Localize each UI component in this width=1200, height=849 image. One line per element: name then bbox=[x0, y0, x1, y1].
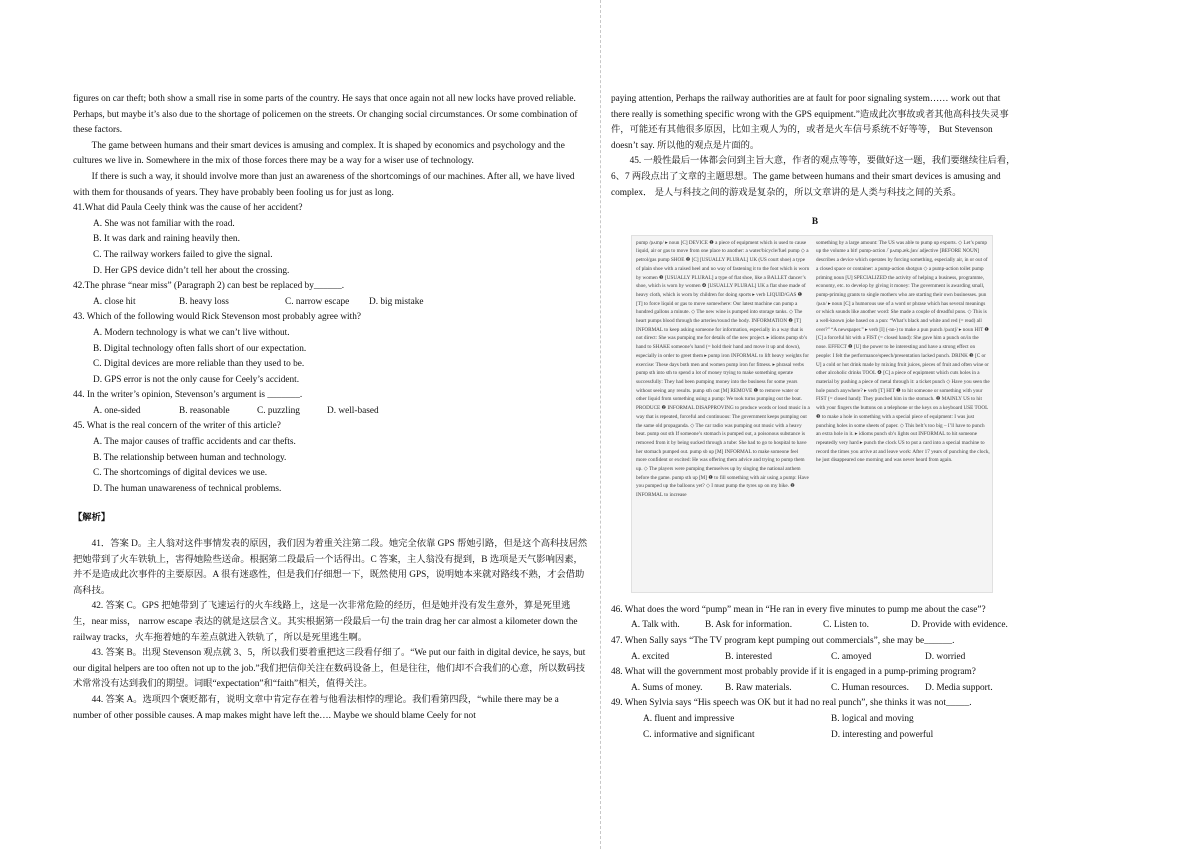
question-stem: 45. What is the real concern of the writer of this article? bbox=[73, 421, 281, 432]
option-d: D. Provide with evidence. bbox=[911, 620, 1008, 631]
option-b: B. Digital technology often falls short of our expectation. bbox=[93, 343, 307, 354]
options-row bbox=[73, 295, 588, 311]
option-b: B. logical and moving bbox=[831, 713, 914, 724]
option-a: A. Modern technology is what we can’t live without. bbox=[93, 327, 290, 338]
dictionary-column-right: something by a large amount: The US was able to pump up exports. ◇ Let’s pump up the volume a bit! pump-action /ˈpʌmp.æk.ʃən/ adjective [BEFORE NOUN] describes a device which operates by forcing something, especially air, in or out of a closed space or container: a pump-action shotgun ◇ a pump-action toilet pump priming noun [U] SPECIALIZED the activity of helping a business, programme, economy, etc. to develop by giving it money: The government is awarding small, pump-priming grants to single mothers who are starting their own businesses. pun /pʌn/ ▸ noun [C] a humorous use of a word or phrase which has several meanings or which sounds like another word: She made a couple of dreadful puns. ◇ This is a well-known joke based on a pun: “What’s black and white and red (= read) all over?” “A newspaper.” ▸ verb [I] (-nn-) to make a pun punch /pʌntʃ/ ▸ noun HIT ❶ [C] a forceful hit with a FIST (= closed hand): She gave him a punch on/in the nose. EFFECT ❷ [U] the power to be interesting and have a strong effect on people: I felt the performance/speech/presentation lacked punch. DRINK ❸ [C or U] a cold or hot drink made by mixing fruit juices, pieces of fruit and often wine or other alcoholic drinks TOOL ❹ [C] a piece of equipment which cuts holes in a material by pushing a piece of metal through it: a ticket punch ◇ Have you seen the hole punch anywhere? ▸ verb [T] HIT ❶ to hit someone or something with your FIST (= closed hand): They punched him in the stomach. ❷ MAINLY US to hit with your fingers the buttons on a telephone or the keys on a keyboard USE TOOL ❸ to make a hole in something with a special piece of equipment: I was just punching holes in some sheets of paper. ◇ This belt’s too big – I’ll have to punch an extra hole in it. ▸ idioms punch sb’s lights out INFORMAL to hit someone repeatedly very hard ▸ punch the clock US to put a card into a special machine to record the times you arrive at and leave work: After 17 years of punching the clock, he just disappeared one morning and was never heard from again. bbox=[816, 239, 990, 464]
question-stem: 46. What does the word “pump” mean in “He ran in every five minutes to pump me about the case”? bbox=[611, 604, 986, 615]
question-44 bbox=[73, 388, 588, 419]
passage-paragraph: If there is such a way, it should involve more than just an awareness of the shortcomings of our machines. After all, we have lived with them for thousands of years. They have probably been fooling us for just as long. bbox=[73, 171, 575, 198]
passage-paragraph: figures on car theft; both show a small rise in some parts of the country. He says that once again not all new locks have proved reliable. Perhaps, but maybe it’s also due to the shortage of policemen on the streets. Or changing social circumstances. Or some combination of these factors. bbox=[73, 94, 578, 136]
option-a: A. excited bbox=[631, 651, 670, 662]
question-stem: 42.The phrase “near miss” (Paragraph 2) can best be replaced by______. bbox=[73, 281, 345, 292]
option-b: B. interested bbox=[725, 651, 772, 662]
left-column bbox=[73, 92, 588, 724]
question-47 bbox=[611, 634, 1019, 665]
question-stem: 43. Which of the following would Rick Stevenson most probably agree with? bbox=[73, 312, 361, 323]
question-41 bbox=[73, 201, 588, 279]
question-46 bbox=[611, 603, 1019, 634]
question-stem: 48. What will the government most probably provide if it is engaged in a pump-priming program? bbox=[611, 667, 976, 678]
question-stem: 47. When Sally says “The TV program kept pumping out commercials”, she may be______. bbox=[611, 635, 955, 646]
option-d: D. big mistake bbox=[369, 296, 424, 307]
options-row bbox=[611, 681, 1019, 697]
options-row bbox=[611, 650, 1019, 666]
question-49 bbox=[611, 696, 1019, 743]
options-row bbox=[611, 728, 1019, 744]
right-column bbox=[611, 92, 1019, 743]
question-45 bbox=[73, 419, 588, 497]
option-b: B. reasonable bbox=[179, 405, 230, 416]
option-d: D. Media support. bbox=[925, 682, 993, 693]
option-d: D. interesting and powerful bbox=[831, 729, 934, 740]
option-c: C. Listen to. bbox=[823, 620, 869, 631]
options-row bbox=[73, 404, 588, 420]
option-a: A. close hit bbox=[93, 296, 136, 307]
option-a: A. Sums of money. bbox=[631, 682, 703, 693]
option-b: B. Raw materials. bbox=[725, 682, 792, 693]
options-row bbox=[611, 712, 1019, 728]
option-b: B. It was dark and raining heavily then. bbox=[93, 234, 240, 245]
option-c: C. amoyed bbox=[831, 651, 872, 662]
option-a: A. Talk with. bbox=[631, 620, 680, 631]
option-c: C. The railway workers failed to give the signal. bbox=[93, 249, 273, 260]
option-b: B. The relationship between human and technology. bbox=[93, 452, 287, 463]
question-42 bbox=[73, 279, 588, 310]
options-row bbox=[611, 618, 1019, 634]
analysis-heading: 【解析】 bbox=[73, 513, 111, 524]
option-d: D. worried bbox=[925, 651, 966, 662]
section-label: B bbox=[811, 217, 819, 228]
option-d: D. The human unawareness of technical problems. bbox=[93, 483, 282, 494]
analysis-paragraph: 45. 一般性最后一体都会问到主旨大意，作者的观点等等，要做好这一题，我们要继续往后看，6、7 两段点出了文章的主题思想。The game between humans and their smart devices is amusing and complex． 是人与科技之间的游戏是复杂的，所以文章讲的是人类与科技之间的关系。 bbox=[611, 156, 1016, 198]
page-divider bbox=[600, 0, 601, 849]
option-a: A. She was not familiar with the road. bbox=[93, 218, 235, 229]
option-a: A. The major causes of traffic accidents and car thefts. bbox=[93, 437, 296, 448]
dictionary-excerpt-image bbox=[631, 235, 993, 593]
option-d: D. well-based bbox=[327, 405, 379, 416]
option-c: C. The shortcomings of digital devices we use. bbox=[93, 468, 268, 479]
question-stem: 44. In the writer’s opinion, Stevenson’s argument is _______. bbox=[73, 390, 303, 401]
analysis-paragraph: 41．答案 D。主人翁对这件事情发表的原因，我们因为着重关注第二段。她完全依靠 GPS 帮她引路，但是这个高科技居然把她带到了火车铁轨上，害得她险些送命。根据第二段最后一个话得出。C 答案，主人翁没有提到，B 选项是天气影响因素，并不是造成此次事件的主要原因。A 很有迷惑性，但是我们仔细想一下，既然使用 GPS，说明她本来就对路线不熟，才会借助高科技。 bbox=[73, 539, 588, 596]
option-c: C. Digital devices are more reliable than they used to be. bbox=[93, 359, 305, 370]
analysis-paragraph: paying attention, Perhaps the railway authorities are at fault for poor signaling system…… work out that there really is something specific wrong with the GPS equipment.”造成此次事故或者其他高科技失灵事件，可能还有其他很多原因，比如主观人为的，或者是火车信号系统不好等等， But Stevenson doesn’t say. 所以他的观点是片面的。 bbox=[611, 94, 1009, 151]
passage-paragraph: The game between humans and their smart devices is amusing and complex. It is shaped by economics and psychology and the cultures we live in. Somewhere in the mix of those forces there may be a way for a wiser use of technology. bbox=[73, 140, 565, 167]
option-d: D. Her GPS device didn’t tell her about the crossing. bbox=[93, 265, 290, 276]
analysis-paragraph: 43. 答案 B。出现 Stevenson 观点就 3、5，所以我们要着重把这三段看仔细了。“We put our faith in digital device, he says, but our digital helpers are too often not up to the job.”我们把信仰关注在数码设备上，但是往往，他们却不合我们的心意，所以数码技术常常没有达到我们的期望。词眼“expectation”和“faith”相关，值得关注。 bbox=[73, 648, 586, 690]
option-d: D. GPS error is not the only cause for Ceely’s accident. bbox=[93, 374, 300, 385]
dictionary-column-left: pump /pʌmp/ ▸ noun [C] DEVICE ❶ a piece of equipment which is used to cause liquid, air or gas to move from one place to another: a water/bicycle/fuel pump ◇ a petrol/gas pump SHOE ❷ [C] [USUALLY PLURAL] UK (US court shoe) a type of plain shoe with a raised heel and no way of fastening it to the foot which is worn by women ❸ [USUALLY PLURAL] a type of flat shoe, like a BALLET dancer’s shoe, which is worn by women ❹ [USUALLY PLURAL] UK a flat shoe made of heavy cloth, which is worn by children for doing sports ▸ verb LIQUID/GAS ❶ [T] to force liquid or gas to move somewhere: Our latest machine can pump a hundred gallons a minute. ◇ The new wine is pumped into storage tanks. ◇ The heart pumps blood through the arteries/round the body. INFORMATION ❷ [T] INFORMAL to keep asking someone for information, especially in a way that is not direct: She was pumping me for details of the new project. ▸ idioms pump sb’s hand to SHAKE someone’s hand (= hold their hand and move it up and down), especially in order to greet them ▸ pump iron INFORMAL to lift heavy weights for exercise: These days both men and women pump iron for fitness. ▸ phrasal verbs pump sth into sth to spend a lot of money trying to make something operate successfully: They had been pumping money into the business for some years without seeing any results. pump sth out [M] REMOVE ❶ to remove water or other liquid from something using a pump: We took turns pumping out the boat. PRODUCE ❷ INFORMAL DISAPPROVING to produce words or loud music in a way that is repeated, forceful and continuous: The government keeps pumping out the same old propaganda. ◇ The car radio was pumping out music with a heavy beat. pump out sth If someone’s stomach is pumped out, a poisonous substance is removed from it by being sucked through a tube: She had to go to hospital to have her stomach pumped out. pump sb up [M] INFORMAL to make someone feel more confident or excited: He was offering them advice and trying to pump them up. ◇ The players were pumping themselves up by singing the national anthem before the game. pump sth up [M] ❶ to fill something with air using a pump: Have you pumped up the balloons yet? ◇ I must pump the tyres up on my bike. ❷ INFORMAL to increase bbox=[636, 239, 810, 499]
analysis-paragraph: 44. 答案 A。选项四个褒贬都有，说明文章中肯定存在着与他看法相悖的理论。我们看第四段，“while there may be a number of other possible causes. A map makes might have left the…. Maybe we should blame Ceely for not bbox=[73, 694, 559, 721]
question-stem: 41.What did Paula Ceely think was the cause of her accident? bbox=[73, 203, 303, 214]
option-b: B. heavy loss bbox=[179, 296, 229, 307]
option-c: C. puzzling bbox=[257, 405, 300, 416]
option-c: C. Human resources. bbox=[831, 682, 909, 693]
question-stem: 49. When Sylvia says “His speech was OK but it had no real punch”, she thinks it was not_____. bbox=[611, 698, 972, 709]
option-c: C. narrow escape bbox=[285, 296, 350, 307]
option-a: A. one-sided bbox=[93, 405, 141, 416]
option-b: B. Ask for information. bbox=[705, 620, 793, 631]
question-43 bbox=[73, 310, 588, 388]
option-c: C. informative and significant bbox=[643, 729, 755, 740]
analysis-paragraph: 42. 答案 C。GPS 把她带到了飞速运行的火车线路上，这是一次非常危险的经历，但是她并没有发生意外，算是死里逃生，near miss， narrow escape 表达的就是这层含义。其实根据第一段最后一句 the train drag her car almost a kilometer down the railway tracks，火车拖着她的车差点就进入铁轨了，所以是死里逃生啊。 bbox=[73, 601, 578, 643]
option-a: A. fluent and impressive bbox=[643, 713, 735, 724]
question-48 bbox=[611, 665, 1019, 696]
